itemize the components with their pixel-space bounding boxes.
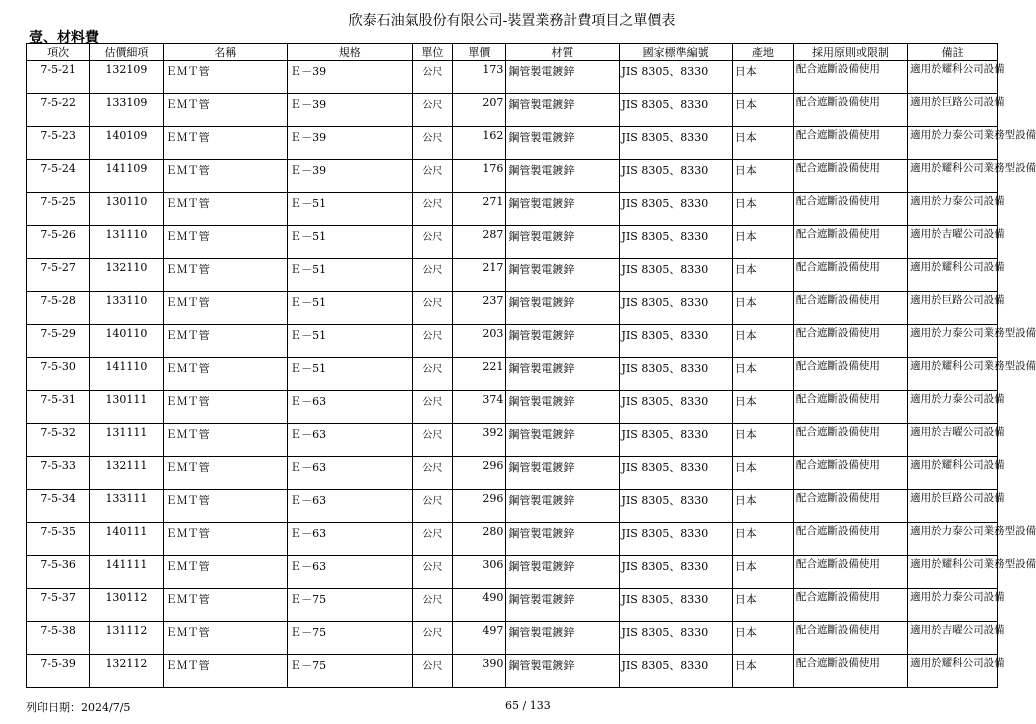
cell-unit: 公尺 — [412, 391, 453, 424]
cell-name: ＥＭＴ管 — [163, 127, 287, 160]
table-row — [27, 358, 998, 391]
cell-origin: 日本 — [732, 391, 793, 424]
cell-standard: JIS 8305、8330 — [619, 193, 732, 226]
cell-note: 適用於力泰公司設備 — [908, 589, 998, 622]
cell-standard: JIS 8305、8330 — [619, 589, 732, 622]
cell-material: 鋼管製電鍍鋅 — [506, 391, 619, 424]
cell-item: 7-5-34 — [27, 490, 90, 523]
cell-standard: JIS 8305、8330 — [619, 490, 732, 523]
cell-unit: 公尺 — [412, 622, 453, 655]
cell-origin: 日本 — [732, 160, 793, 193]
table-row — [27, 226, 998, 259]
cell-spec: Ｅ－51 — [288, 193, 412, 226]
table-row — [27, 490, 998, 523]
print-date: 列印日期：2024/7/5 — [26, 701, 131, 714]
table-row — [27, 160, 998, 193]
cell-spec: Ｅ－51 — [288, 325, 412, 358]
cell-name: ＥＭＴ管 — [163, 490, 287, 523]
col-header-price: 單價 — [453, 44, 506, 61]
table-row — [27, 94, 998, 127]
col-header-item: 項次 — [27, 44, 90, 61]
cell-price: 287 — [453, 226, 506, 259]
cell-standard: JIS 8305、8330 — [619, 292, 732, 325]
cell-spec: Ｅ－51 — [288, 292, 412, 325]
cell-item: 7-5-35 — [27, 523, 90, 556]
cell-item: 7-5-39 — [27, 655, 90, 688]
cell-note: 適用於耀科公司設備 — [908, 655, 998, 688]
cell-standard: JIS 8305、8330 — [619, 622, 732, 655]
cell-material: 鋼管製電鍍鋅 — [506, 259, 619, 292]
col-header-unit: 單位 — [412, 44, 453, 61]
cell-unit: 公尺 — [412, 127, 453, 160]
cell-price: 176 — [453, 160, 506, 193]
cell-price: 162 — [453, 127, 506, 160]
cell-price: 392 — [453, 424, 506, 457]
cell-unit: 公尺 — [412, 325, 453, 358]
cell-standard: JIS 8305、8330 — [619, 523, 732, 556]
cell-price: 390 — [453, 655, 506, 688]
col-header-name: 名稱 — [163, 44, 287, 61]
col-header-material: 材質 — [506, 44, 619, 61]
cell-name: ＥＭＴ管 — [163, 391, 287, 424]
cell-code: 141110 — [90, 358, 163, 391]
cell-item: 7-5-38 — [27, 622, 90, 655]
cell-principle: 配合遮斷設備使用 — [793, 325, 907, 358]
cell-code: 130112 — [90, 589, 163, 622]
cell-origin: 日本 — [732, 358, 793, 391]
cell-unit: 公尺 — [412, 589, 453, 622]
cell-spec: Ｅ－51 — [288, 358, 412, 391]
cell-price: 306 — [453, 556, 506, 589]
cell-note: 適用於吉曜公司設備 — [908, 424, 998, 457]
cell-item: 7-5-36 — [27, 556, 90, 589]
cell-origin: 日本 — [732, 61, 793, 94]
cell-principle: 配合遮斷設備使用 — [793, 160, 907, 193]
cell-standard: JIS 8305、8330 — [619, 160, 732, 193]
cell-price: 221 — [453, 358, 506, 391]
cell-price: 497 — [453, 622, 506, 655]
price-table — [26, 43, 1036, 688]
cell-unit: 公尺 — [412, 490, 453, 523]
cell-principle: 配合遮斷設備使用 — [793, 292, 907, 325]
cell-material: 鋼管製電鍍鋅 — [506, 622, 619, 655]
cell-note: 適用於力泰公司設備 — [908, 391, 998, 424]
cell-principle: 配合遮斷設備使用 — [793, 94, 907, 127]
cell-principle: 配合遮斷設備使用 — [793, 226, 907, 259]
cell-name: ＥＭＴ管 — [163, 358, 287, 391]
cell-standard: JIS 8305、8330 — [619, 655, 732, 688]
cell-price: 296 — [453, 490, 506, 523]
col-header-code: 估價細項 — [90, 44, 163, 61]
cell-unit: 公尺 — [412, 193, 453, 226]
cell-code: 132112 — [90, 655, 163, 688]
cell-unit: 公尺 — [412, 226, 453, 259]
cell-name: ＥＭＴ管 — [163, 292, 287, 325]
cell-name: ＥＭＴ管 — [163, 622, 287, 655]
cell-origin: 日本 — [732, 292, 793, 325]
cell-code: 132110 — [90, 259, 163, 292]
cell-name: ＥＭＴ管 — [163, 61, 287, 94]
cell-code: 131112 — [90, 622, 163, 655]
table-row — [27, 523, 998, 556]
cell-item: 7-5-21 — [27, 61, 90, 94]
cell-unit: 公尺 — [412, 61, 453, 94]
cell-item: 7-5-27 — [27, 259, 90, 292]
cell-principle: 配合遮斷設備使用 — [793, 358, 907, 391]
cell-material: 鋼管製電鍍鋅 — [506, 424, 619, 457]
table-row — [27, 556, 998, 589]
cell-spec: Ｅ－39 — [288, 61, 412, 94]
cell-item: 7-5-33 — [27, 457, 90, 490]
cell-origin: 日本 — [732, 556, 793, 589]
cell-origin: 日本 — [732, 127, 793, 160]
cell-name: ＥＭＴ管 — [163, 226, 287, 259]
cell-note: 適用於耀科公司設備 — [908, 457, 998, 490]
cell-item: 7-5-25 — [27, 193, 90, 226]
cell-item: 7-5-23 — [27, 127, 90, 160]
cell-standard: JIS 8305、8330 — [619, 94, 732, 127]
cell-name: ＥＭＴ管 — [163, 193, 287, 226]
cell-principle: 配合遮斷設備使用 — [793, 424, 907, 457]
cell-spec: Ｅ－63 — [288, 556, 412, 589]
cell-unit: 公尺 — [412, 94, 453, 127]
cell-note: 適用於吉曜公司設備 — [908, 622, 998, 655]
cell-name: ＥＭＴ管 — [163, 259, 287, 292]
cell-price: 296 — [453, 457, 506, 490]
cell-item: 7-5-22 — [27, 94, 90, 127]
cell-unit: 公尺 — [412, 457, 453, 490]
table-row — [27, 193, 998, 226]
cell-standard: JIS 8305、8330 — [619, 556, 732, 589]
cell-price: 203 — [453, 325, 506, 358]
cell-principle: 配合遮斷設備使用 — [793, 259, 907, 292]
cell-material: 鋼管製電鍍鋅 — [506, 160, 619, 193]
cell-name: ＥＭＴ管 — [163, 589, 287, 622]
cell-item: 7-5-29 — [27, 325, 90, 358]
cell-standard: JIS 8305、8330 — [619, 424, 732, 457]
cell-price: 207 — [453, 94, 506, 127]
cell-item: 7-5-31 — [27, 391, 90, 424]
cell-item: 7-5-28 — [27, 292, 90, 325]
cell-origin: 日本 — [732, 457, 793, 490]
cell-spec: Ｅ－51 — [288, 226, 412, 259]
table-row — [27, 655, 998, 688]
cell-note: 適用於耀科公司業務型設備 — [908, 358, 998, 391]
col-header-spec: 規格 — [288, 44, 412, 61]
cell-note: 適用於吉曜公司設備 — [908, 226, 998, 259]
col-header-note: 備註 — [908, 44, 998, 61]
cell-material: 鋼管製電鍍鋅 — [506, 589, 619, 622]
cell-price: 237 — [453, 292, 506, 325]
cell-material: 鋼管製電鍍鋅 — [506, 193, 619, 226]
cell-principle: 配合遮斷設備使用 — [793, 457, 907, 490]
cell-price: 280 — [453, 523, 506, 556]
cell-spec: Ｅ－51 — [288, 259, 412, 292]
cell-spec: Ｅ－39 — [288, 127, 412, 160]
cell-unit: 公尺 — [412, 259, 453, 292]
col-header-origin: 產地 — [732, 44, 793, 61]
page-number: 65 / 133 — [505, 699, 551, 712]
cell-name: ＥＭＴ管 — [163, 325, 287, 358]
cell-material: 鋼管製電鍍鋅 — [506, 61, 619, 94]
table-header-row — [27, 44, 998, 61]
section-title: 壹、材料費 — [29, 30, 99, 46]
cell-spec: Ｅ－75 — [288, 622, 412, 655]
cell-item: 7-5-32 — [27, 424, 90, 457]
cell-principle: 配合遮斷設備使用 — [793, 490, 907, 523]
cell-principle: 配合遮斷設備使用 — [793, 655, 907, 688]
cell-unit: 公尺 — [412, 424, 453, 457]
cell-standard: JIS 8305、8330 — [619, 391, 732, 424]
cell-code: 131111 — [90, 424, 163, 457]
cell-material: 鋼管製電鍍鋅 — [506, 457, 619, 490]
page-title: 欣泰石油氣股份有限公司-裝置業務計費項目之單價表 — [348, 13, 676, 29]
cell-code: 140111 — [90, 523, 163, 556]
cell-note: 適用於巨路公司設備 — [908, 292, 998, 325]
cell-name: ＥＭＴ管 — [163, 556, 287, 589]
table-row — [27, 424, 998, 457]
cell-material: 鋼管製電鍍鋅 — [506, 523, 619, 556]
cell-item: 7-5-26 — [27, 226, 90, 259]
cell-code: 133111 — [90, 490, 163, 523]
cell-material: 鋼管製電鍍鋅 — [506, 556, 619, 589]
cell-spec: Ｅ－63 — [288, 424, 412, 457]
cell-unit: 公尺 — [412, 556, 453, 589]
cell-origin: 日本 — [732, 226, 793, 259]
table-row — [27, 457, 998, 490]
cell-note: 適用於耀科公司業務型設備 — [908, 160, 998, 193]
cell-origin: 日本 — [732, 94, 793, 127]
cell-principle: 配合遮斷設備使用 — [793, 127, 907, 160]
cell-unit: 公尺 — [412, 655, 453, 688]
cell-material: 鋼管製電鍍鋅 — [506, 358, 619, 391]
cell-code: 132111 — [90, 457, 163, 490]
cell-material: 鋼管製電鍍鋅 — [506, 655, 619, 688]
cell-principle: 配合遮斷設備使用 — [793, 622, 907, 655]
cell-code: 133109 — [90, 94, 163, 127]
cell-item: 7-5-24 — [27, 160, 90, 193]
cell-material: 鋼管製電鍍鋅 — [506, 127, 619, 160]
cell-note: 適用於耀科公司業務型設備 — [908, 556, 998, 589]
cell-note: 適用於力泰公司業務型設備 — [908, 523, 998, 556]
col-header-principle: 採用原則或限制 — [793, 44, 907, 61]
table-row — [27, 589, 998, 622]
cell-code: 141111 — [90, 556, 163, 589]
table-body — [27, 61, 1036, 688]
col-header-standard: 國家標準編號 — [619, 44, 732, 61]
cell-price: 374 — [453, 391, 506, 424]
cell-standard: JIS 8305、8330 — [619, 61, 732, 94]
cell-material: 鋼管製電鍍鋅 — [506, 226, 619, 259]
table-row — [27, 61, 998, 94]
cell-price: 271 — [453, 193, 506, 226]
cell-standard: JIS 8305、8330 — [619, 127, 732, 160]
cell-standard: JIS 8305、8330 — [619, 325, 732, 358]
cell-material: 鋼管製電鍍鋅 — [506, 94, 619, 127]
cell-code: 133110 — [90, 292, 163, 325]
cell-origin: 日本 — [732, 325, 793, 358]
cell-spec: Ｅ－63 — [288, 457, 412, 490]
cell-note: 適用於巨路公司設備 — [908, 94, 998, 127]
cell-name: ＥＭＴ管 — [163, 523, 287, 556]
cell-material: 鋼管製電鍍鋅 — [506, 292, 619, 325]
cell-principle: 配合遮斷設備使用 — [793, 193, 907, 226]
cell-price: 217 — [453, 259, 506, 292]
cell-name: ＥＭＴ管 — [163, 655, 287, 688]
cell-code: 141109 — [90, 160, 163, 193]
cell-code: 130111 — [90, 391, 163, 424]
cell-spec: Ｅ－63 — [288, 523, 412, 556]
cell-standard: JIS 8305、8330 — [619, 358, 732, 391]
cell-note: 適用於力泰公司設備 — [908, 193, 998, 226]
cell-name: ＥＭＴ管 — [163, 424, 287, 457]
table-row — [27, 325, 998, 358]
cell-origin: 日本 — [732, 523, 793, 556]
cell-material: 鋼管製電鍍鋅 — [506, 325, 619, 358]
cell-origin: 日本 — [732, 193, 793, 226]
cell-origin: 日本 — [732, 424, 793, 457]
cell-name: ＥＭＴ管 — [163, 457, 287, 490]
table-row — [27, 622, 998, 655]
cell-note: 適用於力泰公司業務型設備 — [908, 127, 998, 160]
cell-principle: 配合遮斷設備使用 — [793, 391, 907, 424]
cell-spec: Ｅ－63 — [288, 391, 412, 424]
cell-material: 鋼管製電鍍鋅 — [506, 490, 619, 523]
cell-principle: 配合遮斷設備使用 — [793, 61, 907, 94]
table-row — [27, 259, 998, 292]
cell-principle: 配合遮斷設備使用 — [793, 556, 907, 589]
cell-origin: 日本 — [732, 490, 793, 523]
cell-code: 131110 — [90, 226, 163, 259]
table-row — [27, 292, 998, 325]
cell-principle: 配合遮斷設備使用 — [793, 589, 907, 622]
cell-unit: 公尺 — [412, 292, 453, 325]
table-row — [27, 127, 998, 160]
cell-code: 140110 — [90, 325, 163, 358]
cell-unit: 公尺 — [412, 160, 453, 193]
cell-spec: Ｅ－63 — [288, 490, 412, 523]
cell-spec: Ｅ－75 — [288, 655, 412, 688]
cell-principle: 配合遮斷設備使用 — [793, 523, 907, 556]
cell-origin: 日本 — [732, 259, 793, 292]
cell-origin: 日本 — [732, 622, 793, 655]
cell-note: 適用於耀科公司設備 — [908, 61, 998, 94]
cell-price: 490 — [453, 589, 506, 622]
table-row — [27, 391, 998, 424]
cell-standard: JIS 8305、8330 — [619, 457, 732, 490]
cell-unit: 公尺 — [412, 358, 453, 391]
cell-code: 140109 — [90, 127, 163, 160]
cell-code: 130110 — [90, 193, 163, 226]
cell-spec: Ｅ－75 — [288, 589, 412, 622]
cell-note: 適用於巨路公司設備 — [908, 490, 998, 523]
cell-origin: 日本 — [732, 589, 793, 622]
cell-spec: Ｅ－39 — [288, 94, 412, 127]
cell-item: 7-5-30 — [27, 358, 90, 391]
cell-origin: 日本 — [732, 655, 793, 688]
cell-spec: Ｅ－39 — [288, 160, 412, 193]
cell-standard: JIS 8305、8330 — [619, 259, 732, 292]
cell-code: 132109 — [90, 61, 163, 94]
cell-note: 適用於耀科公司設備 — [908, 259, 998, 292]
cell-item: 7-5-37 — [27, 589, 90, 622]
cell-name: ＥＭＴ管 — [163, 94, 287, 127]
cell-note: 適用於力泰公司業務型設備 — [908, 325, 998, 358]
cell-name: ＥＭＴ管 — [163, 160, 287, 193]
cell-unit: 公尺 — [412, 523, 453, 556]
cell-price: 173 — [453, 61, 506, 94]
cell-standard: JIS 8305、8330 — [619, 226, 732, 259]
